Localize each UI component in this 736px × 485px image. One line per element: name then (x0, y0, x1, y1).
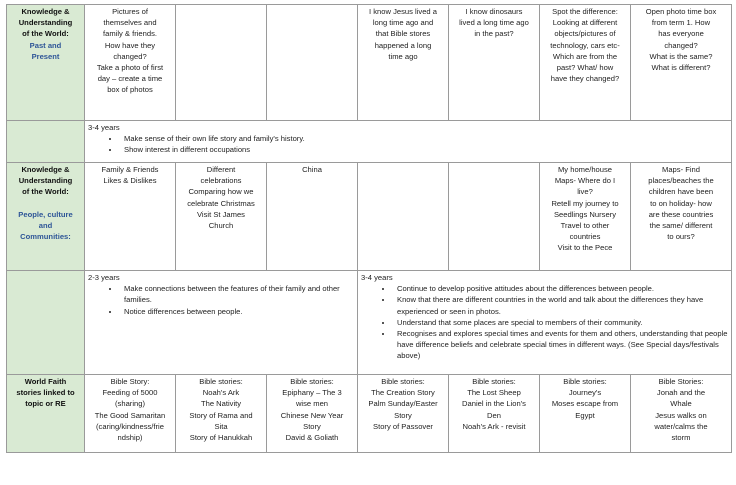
people-cell-1: Family & Friends Likes & Dislikes (85, 163, 176, 271)
list-item: • Understand that some places are special to members of their community. (393, 317, 728, 328)
faith-cell-7: Bible Stories: Jonah and the Whale Jesus walks on water/calms the storm (631, 375, 732, 453)
past-notes (85, 121, 732, 163)
heading-past-notes-spacer (7, 121, 85, 163)
bullet-list (88, 283, 354, 317)
age-label: 3-4 years (361, 273, 393, 282)
faith-cell-4: Bible stories: The Creation Story Palm Sunday/Easter Story Story of Passover (358, 375, 449, 453)
past-cell-3 (267, 5, 358, 121)
age-label: 3-4 years (88, 123, 120, 132)
list-item: • Continue to develop positive attitudes about the differences between people. (393, 283, 728, 294)
heading-people-culture: Knowledge & Understanding of the World: People, culture and Communities: (7, 163, 85, 271)
people-cell-5 (449, 163, 540, 271)
row-world-faith (7, 375, 732, 453)
past-cell-5: I know dinosaurs lived a long time ago in the past? (449, 5, 540, 121)
past-cell-1: Pictures of themselves and family & friends. How have they changed? Take a photo of first day – create a time box of photos (85, 5, 176, 121)
age-label: 2-3 years (88, 273, 120, 282)
people-cell-2: Different celebrations Comparing how we celebrate Christmas Visit St James Church (176, 163, 267, 271)
heading-people-notes-spacer (7, 271, 85, 375)
people-cell-7: Maps- Find places/beaches the children have been to on holiday- how are these countries the same/ different to ours? (631, 163, 732, 271)
faith-cell-2: Bible stories: Noah's Ark The Nativity Story of Rama and Sita Story of Hanukkah (176, 375, 267, 453)
past-cell-2 (176, 5, 267, 121)
people-cell-4 (358, 163, 449, 271)
faith-cell-1: Bible Story: Feeding of 5000 (sharing) The Good Samaritan (caring/kindness/frie ndship) (85, 375, 176, 453)
faith-cell-3: Bible stories: Epiphany – The 3 wise men Chinese New Year Story David & Goliath (267, 375, 358, 453)
row-past-and-present (7, 5, 732, 121)
list-item: • Recognises and explores special times and events for them and others, understanding that people have difference beliefs and celebrate special times in different ways. (See Special days/festivals above) (393, 328, 728, 362)
row-people-culture (7, 163, 732, 271)
list-item: • Make connections between the features of their family and other families. (120, 283, 354, 305)
bullet-list (361, 283, 728, 361)
past-cell-7: Open photo time box from term 1. How has everyone changed? What is the same? What is different? (631, 5, 732, 121)
people-notes-left (85, 271, 358, 375)
list-item: • Know that there are different countries in the world and talk about the differences they have experienced or seen in photos. (393, 294, 728, 316)
list-item: • Make sense of their own life story and family's history. (120, 133, 728, 144)
list-item: • Show interest in different occupations (120, 144, 728, 155)
past-cell-6: Spot the difference: Looking at different objects/pictures of technology, cars etc- Which are from the past? What/ how have they changed? (540, 5, 631, 121)
heading-world-faith: World Faith stories linked to topic or RE (7, 375, 85, 453)
row-past-notes (7, 121, 732, 163)
people-notes-right (358, 271, 732, 375)
heading-past-and-present: Knowledge & Understanding of the World: Past and Present (7, 5, 85, 121)
people-cell-3: China (267, 163, 358, 271)
row-people-notes (7, 271, 732, 375)
bullet-list (88, 133, 728, 155)
faith-cell-6: Bible stories: Journey's Moses escape from Egypt (540, 375, 631, 453)
curriculum-table (6, 4, 732, 453)
faith-cell-5: Bible stories: The Lost Sheep Daniel in the Lion's Den Noah's Ark - revisit (449, 375, 540, 453)
past-cell-4: I know Jesus lived a long time ago and that Bible stores happened a long time ago (358, 5, 449, 121)
people-cell-6: My home/house Maps- Where do I live? Retell my journey to Seedlings Nursery Travel to other countries Visit to the Pece (540, 163, 631, 271)
list-item: • Notice differences between people. (120, 306, 354, 317)
